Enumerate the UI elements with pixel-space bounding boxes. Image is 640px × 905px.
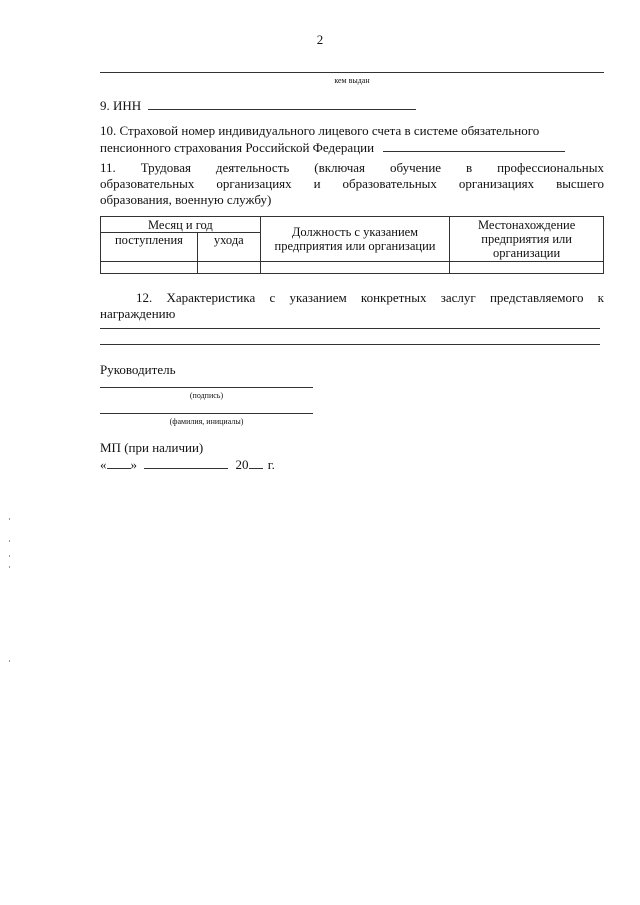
name-line[interactable]: [100, 413, 313, 414]
stamp-label: МП (при наличии): [100, 440, 204, 455]
date-day-blank[interactable]: [107, 456, 131, 469]
head-label: Руководитель: [100, 362, 176, 377]
work-line-3: образования, военную службу): [100, 192, 272, 207]
header-end: ухода: [197, 233, 260, 262]
cell-location[interactable]: [450, 262, 604, 274]
snils-line-2-wrap: [100, 139, 565, 156]
merits-blank-1[interactable]: [100, 328, 600, 329]
work-line-2: образовательных организациях и образовательных организациях высшего: [100, 176, 604, 191]
date-year-suffix: г.: [267, 457, 275, 472]
date-line: [100, 456, 275, 473]
inn-field: [100, 97, 416, 114]
date-year-prefix: 20: [235, 457, 249, 472]
snils-line-1: 10. Страховой номер индивидуального лицевого счета в системе обязательного: [100, 123, 540, 138]
date-month-blank[interactable]: [144, 456, 228, 469]
signature-caption: (подпись): [189, 391, 224, 400]
snils-line-2: пенсионного страхования Российской Федерации: [100, 140, 375, 155]
name-caption: (фамилия, инициалы): [169, 417, 244, 426]
date-year-blank[interactable]: [249, 456, 263, 469]
header-position: Должность с указанием предприятия или организации: [260, 217, 449, 262]
work-history-table: [100, 216, 604, 274]
cell-start[interactable]: [101, 262, 198, 274]
merits-blank-2[interactable]: [100, 344, 600, 345]
merits-line-2: награждению: [100, 306, 176, 321]
work-line-1: 11. Трудовая деятельность (включая обучение в профессиональных: [100, 160, 604, 175]
issued-by-line: [100, 72, 604, 73]
header-start: поступления: [101, 233, 198, 262]
page-number: 2: [316, 32, 324, 47]
issued-by-caption: кем выдан: [334, 76, 370, 85]
header-location: Местонахождение предприятия или организации: [450, 217, 604, 262]
date-close-quote: »: [130, 457, 137, 472]
merits-line-1: 12. Характеристика с указанием конкретных заслуг представляемого к: [136, 290, 604, 305]
cell-end[interactable]: [197, 262, 260, 274]
inn-blank[interactable]: [148, 97, 416, 110]
snils-blank[interactable]: [383, 139, 565, 152]
date-open-quote: «: [100, 457, 107, 472]
inn-label: 9. ИНН: [100, 98, 142, 113]
signature-line[interactable]: [100, 387, 313, 388]
header-month-year: Месяц и год: [101, 217, 261, 233]
cell-position[interactable]: [260, 262, 449, 274]
